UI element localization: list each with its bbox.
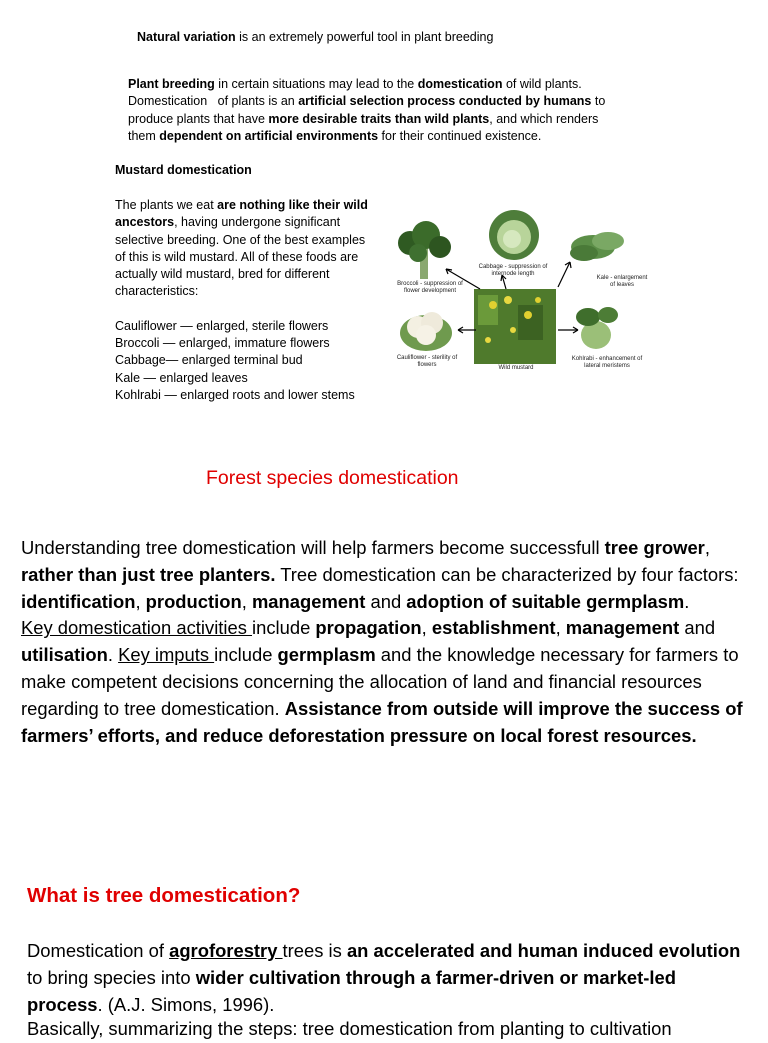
forest-term: management bbox=[565, 617, 680, 639]
pb-text: to bbox=[591, 94, 606, 109]
what-term: wider cultivation through a farmer-driven or market-led process bbox=[27, 966, 676, 1015]
what-heading: What is tree domestication? bbox=[27, 884, 301, 907]
mustard-term: ancestors bbox=[115, 215, 175, 230]
what-underlined-term: agroforestry bbox=[169, 940, 283, 961]
what-term: an accelerated and human induced evolution bbox=[346, 940, 741, 961]
kohlrabi-caption: Kohlrabi - enhancement of lateral meristems bbox=[571, 356, 643, 369]
forest-text: , bbox=[135, 590, 146, 612]
forest-text: include bbox=[214, 644, 278, 666]
mustard-list-item: Broccoli — enlarged, immature flowers bbox=[115, 336, 330, 351]
pb-text: in certain situations may lead to the bbox=[214, 77, 418, 91]
forest-text: , bbox=[704, 537, 710, 558]
what-text: . (A.J. Simons, 1996). bbox=[97, 993, 275, 1015]
mustard-text: selective breeding. One of the best examples bbox=[115, 232, 366, 247]
mustard-text: characteristics: bbox=[115, 284, 199, 299]
forest-term: germplasm bbox=[277, 644, 376, 666]
natural-variation-term: Natural variation bbox=[137, 30, 236, 44]
broccoli-caption: Broccoli - suppression of flower development bbox=[397, 281, 463, 294]
forest-text: . bbox=[684, 590, 690, 612]
forest-text: include bbox=[252, 617, 316, 639]
forest-term: adoption of suitable germplasm bbox=[406, 590, 685, 612]
pb-text: , and which renders bbox=[489, 111, 599, 126]
pb-term: dependent on artificial environments bbox=[159, 128, 379, 143]
mustard-list-item: Kale — enlarged leaves bbox=[115, 370, 248, 385]
what-text: to bring species into bbox=[27, 966, 196, 988]
mustard-text: actually wild mustard, bred for different bbox=[115, 267, 330, 282]
forest-heading: Forest species domestication bbox=[206, 467, 459, 489]
mustard-text: The plants we eat bbox=[115, 198, 218, 212]
forest-term: establishment bbox=[431, 617, 556, 639]
forest-term: management bbox=[251, 590, 366, 612]
forest-text: and bbox=[679, 617, 716, 639]
forest-text: Understanding tree domestication will help farmers become successfull bbox=[21, 537, 605, 558]
pb-text: them bbox=[128, 128, 160, 143]
mustard-heading: Mustard domestication bbox=[115, 163, 252, 177]
mustard-list-item: Cauliflower — enlarged, sterile flowers bbox=[115, 318, 329, 333]
cauliflower-image bbox=[400, 312, 452, 351]
forest-term: propagation bbox=[315, 617, 422, 639]
forest-underlined: Key imputs bbox=[118, 644, 215, 666]
plant-breeding-paragraph bbox=[128, 76, 648, 145]
mustard-list-item: Kohlrabi — enlarged roots and lower stems bbox=[115, 387, 355, 402]
mustard-text: , having undergone significant bbox=[174, 215, 341, 230]
forest-underlined: Key domestication activities bbox=[21, 617, 253, 639]
wild-mustard-caption: Wild mustard bbox=[498, 365, 534, 371]
forest-text: , bbox=[241, 590, 252, 612]
forest-term: Assistance from outside will improve the success of farmers’ efforts, and reduce deforestation pressure on local forest resources. bbox=[21, 697, 743, 746]
mustard-text: of this is wild mustard. All of these foods are bbox=[115, 249, 359, 264]
kale-caption: Kale - enlargement of leaves bbox=[596, 275, 648, 288]
cauliflower-caption: Cauliflower - sterility of flowers bbox=[396, 355, 458, 368]
kohlrabi-image bbox=[576, 307, 618, 349]
pb-text: for their continued existence. bbox=[378, 128, 542, 143]
forest-term: rather than just tree planters. bbox=[21, 563, 276, 585]
forest-text: Tree domestication can be characterized by four factors: bbox=[275, 563, 739, 585]
forest-text: and the knowledge necessary for farmers to make competent decisions concerning the allocation of land and financial resources regarding to tree domestication. bbox=[21, 644, 739, 719]
cabbage-caption: Cabbage - suppression of internode length bbox=[478, 264, 548, 277]
forest-term: production bbox=[145, 590, 242, 612]
pb-term: artificial selection process conducted by humans bbox=[298, 94, 592, 109]
pb-term: domestication bbox=[417, 77, 503, 91]
pb-term: Plant breeding bbox=[128, 77, 215, 91]
mustard-paragraph bbox=[115, 197, 390, 404]
forest-paragraph bbox=[21, 535, 761, 749]
what-text: trees is bbox=[282, 940, 347, 961]
cabbage-image bbox=[489, 210, 539, 260]
natural-variation-line bbox=[137, 29, 737, 46]
forest-text: and bbox=[365, 590, 407, 612]
forest-term: utilisation bbox=[21, 644, 108, 666]
forest-term: tree grower bbox=[604, 537, 705, 558]
pb-text: of wild plants. bbox=[502, 77, 582, 91]
pb-text: Domestication of plants is an bbox=[128, 94, 299, 109]
broccoli-image bbox=[398, 221, 451, 279]
wild-mustard-image bbox=[474, 289, 556, 364]
mustard-list-item: Cabbage— enlarged terminal bud bbox=[115, 353, 303, 368]
pb-term: more desirable traits than wild plants bbox=[268, 111, 490, 126]
forest-text: , bbox=[421, 617, 432, 639]
cut-off-line: Basically, summarizing the steps: tree domestication from planting to cultivation bbox=[27, 1018, 672, 1039]
natural-variation-text: is an extremely powerful tool in plant breeding bbox=[235, 30, 494, 44]
mustard-term: are nothing like their wild bbox=[217, 198, 368, 212]
forest-text: , bbox=[555, 617, 566, 639]
what-text: Domestication of bbox=[27, 940, 170, 961]
forest-text: . bbox=[107, 644, 119, 666]
pb-text: produce plants that have bbox=[128, 111, 269, 126]
forest-term: identification bbox=[21, 590, 136, 612]
what-paragraph bbox=[27, 938, 747, 1018]
mustard-figure bbox=[388, 205, 650, 380]
kale-image bbox=[570, 232, 624, 261]
